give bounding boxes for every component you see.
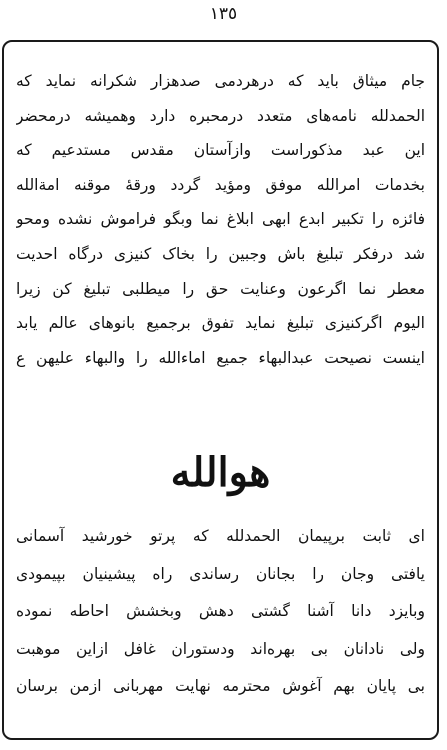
letter-1-line-6: شد درفکر تبلیغ باش وجبین را بخاک کنیزی درگاه احدیت bbox=[16, 244, 425, 263]
letter-1-body bbox=[16, 64, 425, 375]
letter-2-body bbox=[16, 518, 425, 706]
invocation-heading: هوالله bbox=[170, 449, 271, 496]
page-number: ١٣٥ bbox=[209, 4, 238, 24]
letter-2-line-4: ولی نادانان بی بهره‌اند ودستوران غافل ازاین موهبت bbox=[16, 639, 425, 658]
letter-1-line-1: جام میثاق باید که درهردمی صدهزار شکرانه نماید که bbox=[16, 72, 425, 90]
letter-1-line-4: بخدمات امرالله موفق ومؤید گردد ورقهٔ موقنه امة‌الله bbox=[16, 175, 425, 194]
letter-2-line-5: بی پایان بهم آغوش محترمه نهایت مهربانی ازمن برسان bbox=[16, 677, 425, 696]
letter-1-line-3: این عبد مذکوراست وازآستان مقدس مستدعیم که bbox=[16, 141, 425, 160]
letter-1-line-2: الحمدلله نامه‌های متعدد درمحبره دارد وهمیشه درمحضر bbox=[16, 106, 425, 125]
letter-1-line-9: اینست نصیحت عبدالبهاء جمیع اماءالله را والبهاء علیهن ع bbox=[16, 348, 425, 367]
letter-2-line-2: یافتی وجان را بجانان رساندی راه پیشینیان بپیمودی bbox=[16, 564, 425, 583]
letter-2-line-3: وبایزد دانا آشنا گشتی دهش وبخشش احاطه نموده bbox=[16, 602, 425, 621]
letter-2-line-1: ای ثابت برپیمان الحمدلله که پرتو خورشید آسمانی bbox=[16, 527, 425, 545]
letter-1-line-8: الیوم اگرکنیزی تبلیغ نماید تفوق برجمیع بانوهای عالم یابد bbox=[16, 314, 425, 333]
letter-1-line-7: معطر نما اگرعون وعنایت حق را میطلبی تبلیغ کن زیرا bbox=[16, 279, 425, 298]
letter-1-line-5: فائزه را تکبیر ابدع ابهی ابلاغ نما وبگو فراموش نشده ومحو bbox=[16, 210, 425, 229]
page-frame bbox=[2, 40, 439, 740]
